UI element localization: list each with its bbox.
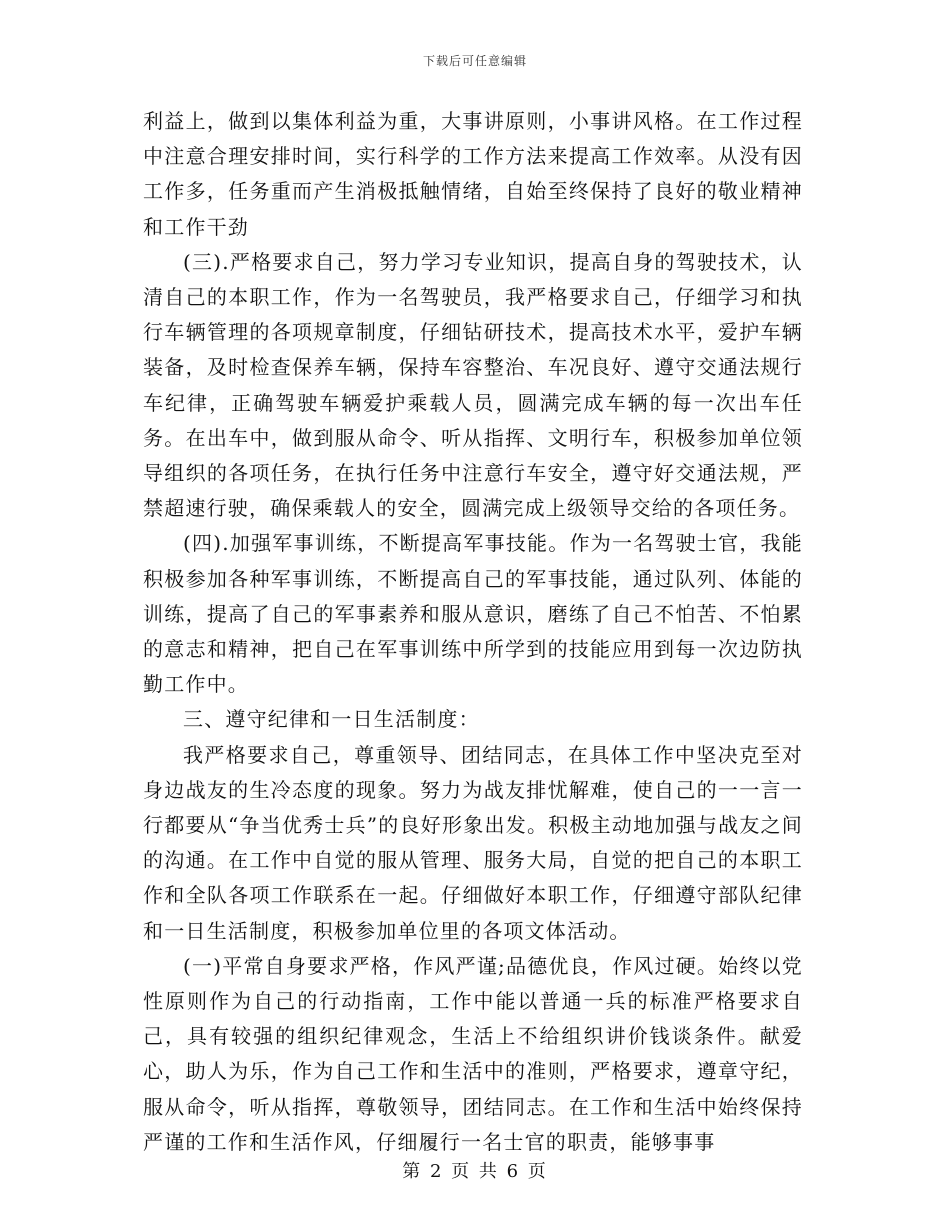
paragraph-heading-discipline: 三、遵守纪律和一日生活制度： — [183, 707, 480, 732]
paragraph-continuation: 利益上，做到以集体利益为重，大事讲原则，小事讲风格。在工作过程中注意合理安排时间，实行科学的工作方法来提高工作效率。从没有因工作多，任务重而产生消极抵触情绪，自始至终保持了良好的敬业精神和工作干劲 — [143, 109, 803, 239]
paragraph-subsection-1: (一)平常自身要求严格，作风严谨;品德优良，作风过硬。始终以党性原则作为自己的行动指南，工作中能以普通一兵的标准严格要求自己，具有较强的组织纪律观念，生活上不给组织讲价钱谈条件。献爱心，助人为乐，作为自己工作和生活中的准则，严格要求，遵章守纪，服从命令，听从指挥，尊敬领导，团结同志。在工作和生活中始终保持严谨的工作和生活作风，仔细履行一名士官的职责，能够事事 — [143, 953, 803, 1154]
paragraph-section-4: (四).加强军事训练，不断提高军事技能。作为一名驾驶士官，我能积极参加各种军事训练，不断提高自己的军事技能，通过队列、体能的训练，提高了自己的军事素养和服从意识，磨练了自己不怕苦、不怕累的意志和精神，把自己在军事训练中所学到的技能应用到每一次边防执勤工作中。 — [143, 531, 803, 697]
document-body — [143, 104, 803, 1160]
page-number-footer: 第 2 页 共 6 页 — [402, 1161, 548, 1182]
paragraph-section-3: (三).严格要求自己，努力学习专业知识，提高自身的驾驶技术，认清自己的本职工作，作为一名驾驶员，我严格要求自己，仔细学习和执行车辆管理的各项规章制度，仔细钻研技术，提高技术水平，爱护车辆装备，及时检查保养车辆，保持车容整治、车况良好、遵守交通法规行车纪律，正确驾驶车辆爱护乘载人员，圆满完成车辆的每一次出车任务。在出车中，做到服从命令、听从指挥、文明行车，积极参加单位领导组织的各项任务，在执行任务中注意行车安全，遵守好交通法规，严禁超速行驶，确保乘载人的安全，圆满完成上级领导交给的各项任务。 — [143, 249, 803, 521]
paragraph-discipline-body: 我严格要求自己，尊重领导、团结同志，在具体工作中坚决克至对身边战友的生冷态度的现象。努力为战友排忧解难，使自己的一一言一行都要从“争当优秀士兵”的良好形象出发。积极主动地加强与战友之间的沟通。在工作中自觉的服从管理、服务大局，自觉的把自己的本职工作和全队各项工作联系在一起。仔细做好本职工作，仔细遵守部队纪律和一日生活制度，积极参加单位里的各项文体活动。 — [143, 742, 803, 943]
page-header-note: 下载后可任意编辑 — [422, 54, 527, 68]
